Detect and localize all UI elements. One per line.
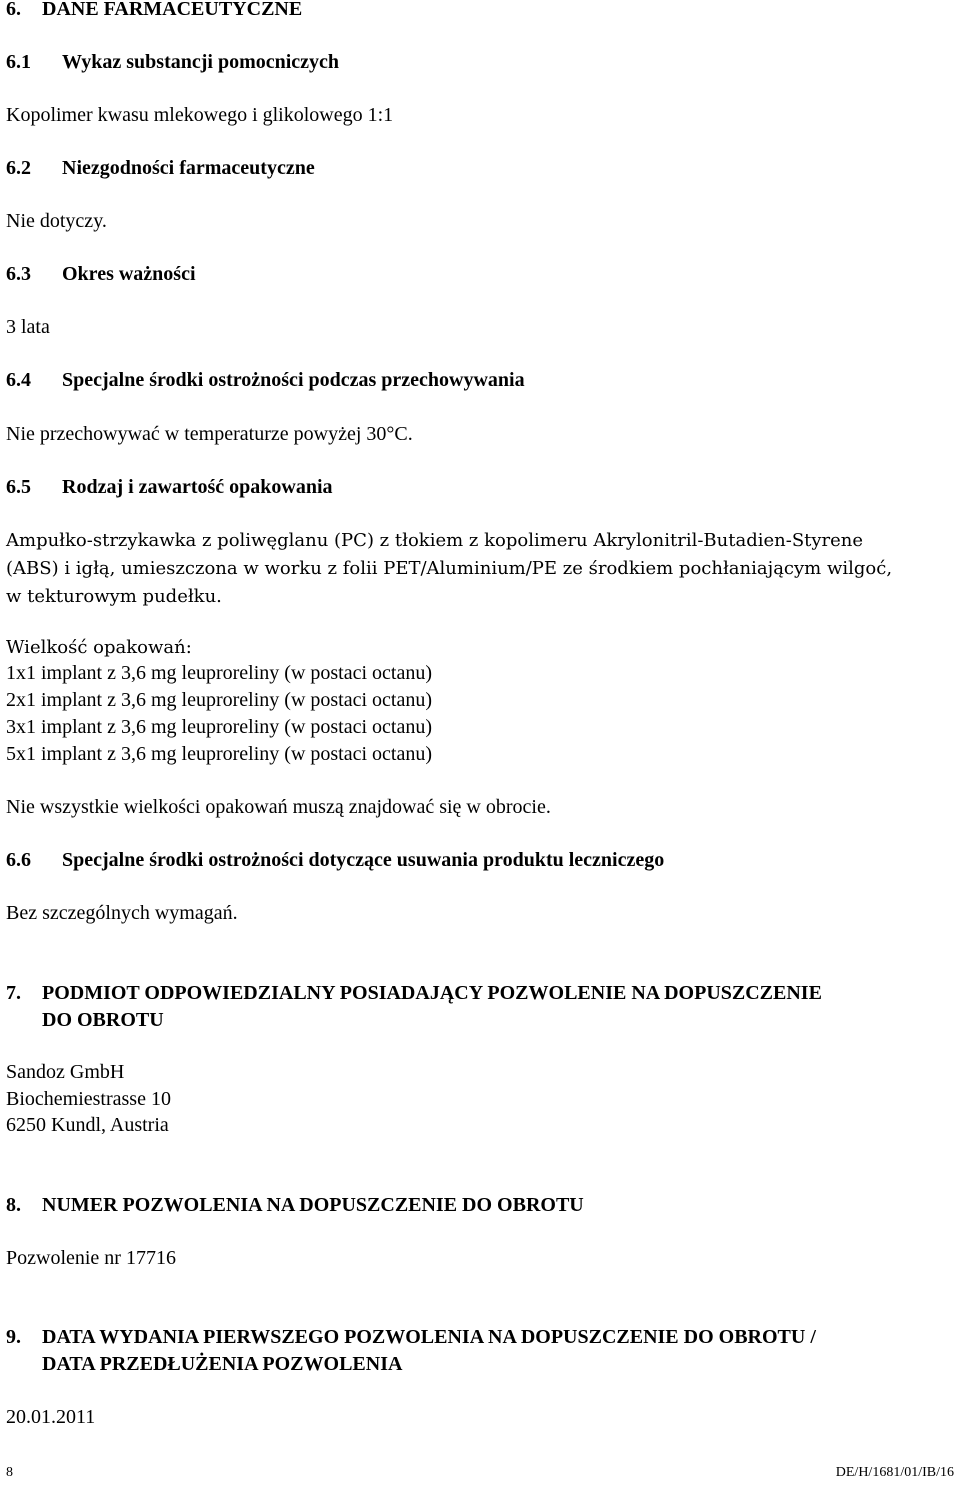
section-6-5-heading: 6.5 Rodzaj i zawartość opakowania [6,476,333,498]
authorisation-number: Pozwolenie nr 17716 [6,1247,176,1269]
section-7-heading: 7. PODMIOT ODPOWIEDZIALNY POSIADAJĄCY POZWOLENIE NA DOPUSZCZENIE [6,982,822,1004]
company-name: Sandoz GmbH [6,1061,125,1083]
section-6-3-text: 3 lata [6,316,50,338]
section-6-2-text: Nie dotyczy. [6,210,107,232]
pack-size-note: Nie wszystkie wielkości opakowań muszą znajdować się w obrocie. [6,796,551,818]
pack-size-item: 2x1 implant z 3,6 mg leuproreliny (w postaci octanu) [6,689,433,711]
section-6-6-text: Bez szczególnych wymagań. [6,902,238,924]
section-9-heading-line-2: DATA PRZEDŁUŻENIA POZWOLENIA [42,1353,403,1375]
section-9-heading: 9. DATA WYDANIA PIERWSZEGO POZWOLENIA NA DOPUSZCZENIE DO OBROTU / [6,1326,816,1348]
company-street: Biochemiestrasse 10 [6,1088,171,1110]
pack-size-item: 3x1 implant z 3,6 mg leuproreliny (w postaci octanu) [6,716,433,738]
section-6-5-para-line-1: Ampułko-strzykawka z poliwęglanu (PC) z tłokiem z kopolimeru Akrylonitril-Butadien-Styrene [6,530,864,551]
authorisation-date: 20.01.2011 [6,1406,96,1428]
pack-size-item: 5x1 implant z 3,6 mg leuproreliny (w postaci octanu) [6,743,433,765]
section-6-5-para-line-2: (ABS) i igłą, umieszczona w worku z folii PET/Aluminium/PE ze środkiem pochłaniającym wilgoć, [6,558,893,579]
section-7-heading-line-2: DO OBROTU [42,1009,164,1031]
section-6-5-para-line-3: w tekturowym pudełku. [6,586,222,607]
section-6-3-heading: 6.3 Okres ważności [6,263,196,285]
section-8-heading: 8. NUMER POZWOLENIA NA DOPUSZCZENIE DO OBROTU [6,1194,584,1216]
section-6-1-text: Kopolimer kwasu mlekowego i glikolowego 1:1 [6,104,394,126]
section-6-heading: 6. DANE FARMACEUTYCZNE [6,0,303,20]
section-6-1-heading: 6.1 Wykaz substancji pomocniczych [6,51,340,73]
page-number: 8 [6,1465,13,1480]
pack-sizes-label: Wielkość opakowań: [6,637,192,658]
pack-size-item: 1x1 implant z 3,6 mg leuproreliny (w postaci octanu) [6,662,433,684]
document-code: DE/H/1681/01/IB/16 [835,1465,954,1480]
company-city: 6250 Kundl, Austria [6,1114,169,1136]
section-6-6-heading: 6.6 Specjalne środki ostrożności dotyczące usuwania produktu leczniczego [6,849,665,871]
section-6-4-text: Nie przechowywać w temperaturze powyżej 30°C. [6,423,413,445]
section-6-2-heading: 6.2 Niezgodności farmaceutyczne [6,157,315,179]
section-6-4-heading: 6.4 Specjalne środki ostrożności podczas przechowywania [6,369,525,391]
